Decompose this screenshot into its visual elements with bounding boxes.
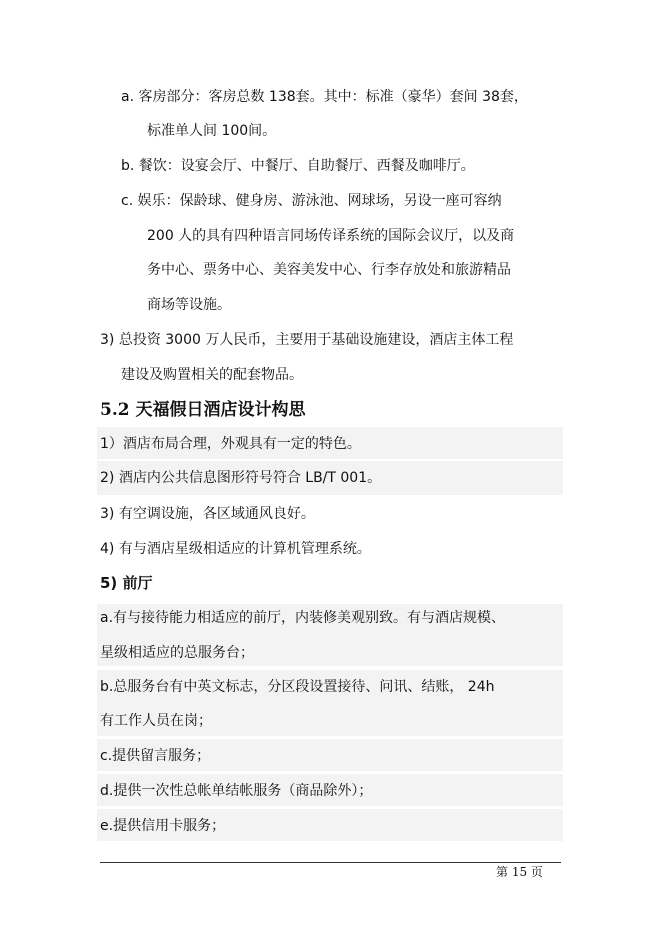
list-item-2: 2) 酒店内公共信息图形符号符合 LB/T 001。: [100, 470, 382, 486]
front-office-item-d: d.提供一次性总帐单结帐服务（商品除外）；: [100, 783, 373, 799]
item-c-line-3: 务中心、票务中心、美容美发中心、行李存放处和旅游精品: [147, 262, 511, 278]
list-item-1: 1）酒店布局合理，外观具有一定的特色。: [100, 436, 361, 452]
front-office-subheading: 5) 前厅: [100, 574, 153, 592]
section-heading: 5.2 天福假日酒店设计构思: [100, 400, 306, 420]
footer-divider: [100, 862, 561, 863]
front-office-item-e: e.提供信用卡服务；: [100, 818, 226, 834]
item-3-line-2: 建设及购置相关的配套物品。: [121, 367, 303, 383]
item-3-line-1: 3) 总投资 3000 万人民币，主要用于基础设施建设，酒店主体工程: [100, 332, 514, 348]
item-c-line-1: c. 娱乐：保龄球、健身房、游泳池、网球场，另设一座可容纳: [121, 193, 502, 209]
list-item-3: 3) 有空调设施，各区域通风良好。: [100, 506, 315, 522]
front-office-item-c: c.提供留言服务；: [100, 748, 211, 764]
front-office-item-a-line-2: 星级相适应的总服务台；: [100, 645, 254, 661]
front-office-item-b-line-1: b.总服务台有中英文标志，分区段设置接待、问讯、结账， 24h: [100, 679, 495, 695]
item-b: b. 餐饮：设宴会厅、中餐厅、自助餐厅、西餐及咖啡厅。: [121, 158, 475, 174]
item-a-line-2: 标准单人间 100间。: [147, 123, 277, 139]
item-c-line-4: 商场等设施。: [147, 297, 231, 313]
front-office-item-a-line-1: a.有与接待能力相适应的前厅，内装修美观别致。有与酒店规模、: [100, 610, 506, 626]
front-office-item-b-line-2: 有工作人员在岗；: [100, 713, 212, 729]
page-number: 第 15 页: [496, 865, 543, 879]
item-a-line-1: a. 客房部分：客房总数 138套。其中：标准（豪华）套间 38套，: [121, 89, 528, 105]
item-c-line-2: 200 人的具有四种语言同场传译系统的国际会议厅，以及商: [147, 228, 515, 244]
list-item-4: 4) 有与酒店星级相适应的计算机管理系统。: [100, 541, 371, 557]
